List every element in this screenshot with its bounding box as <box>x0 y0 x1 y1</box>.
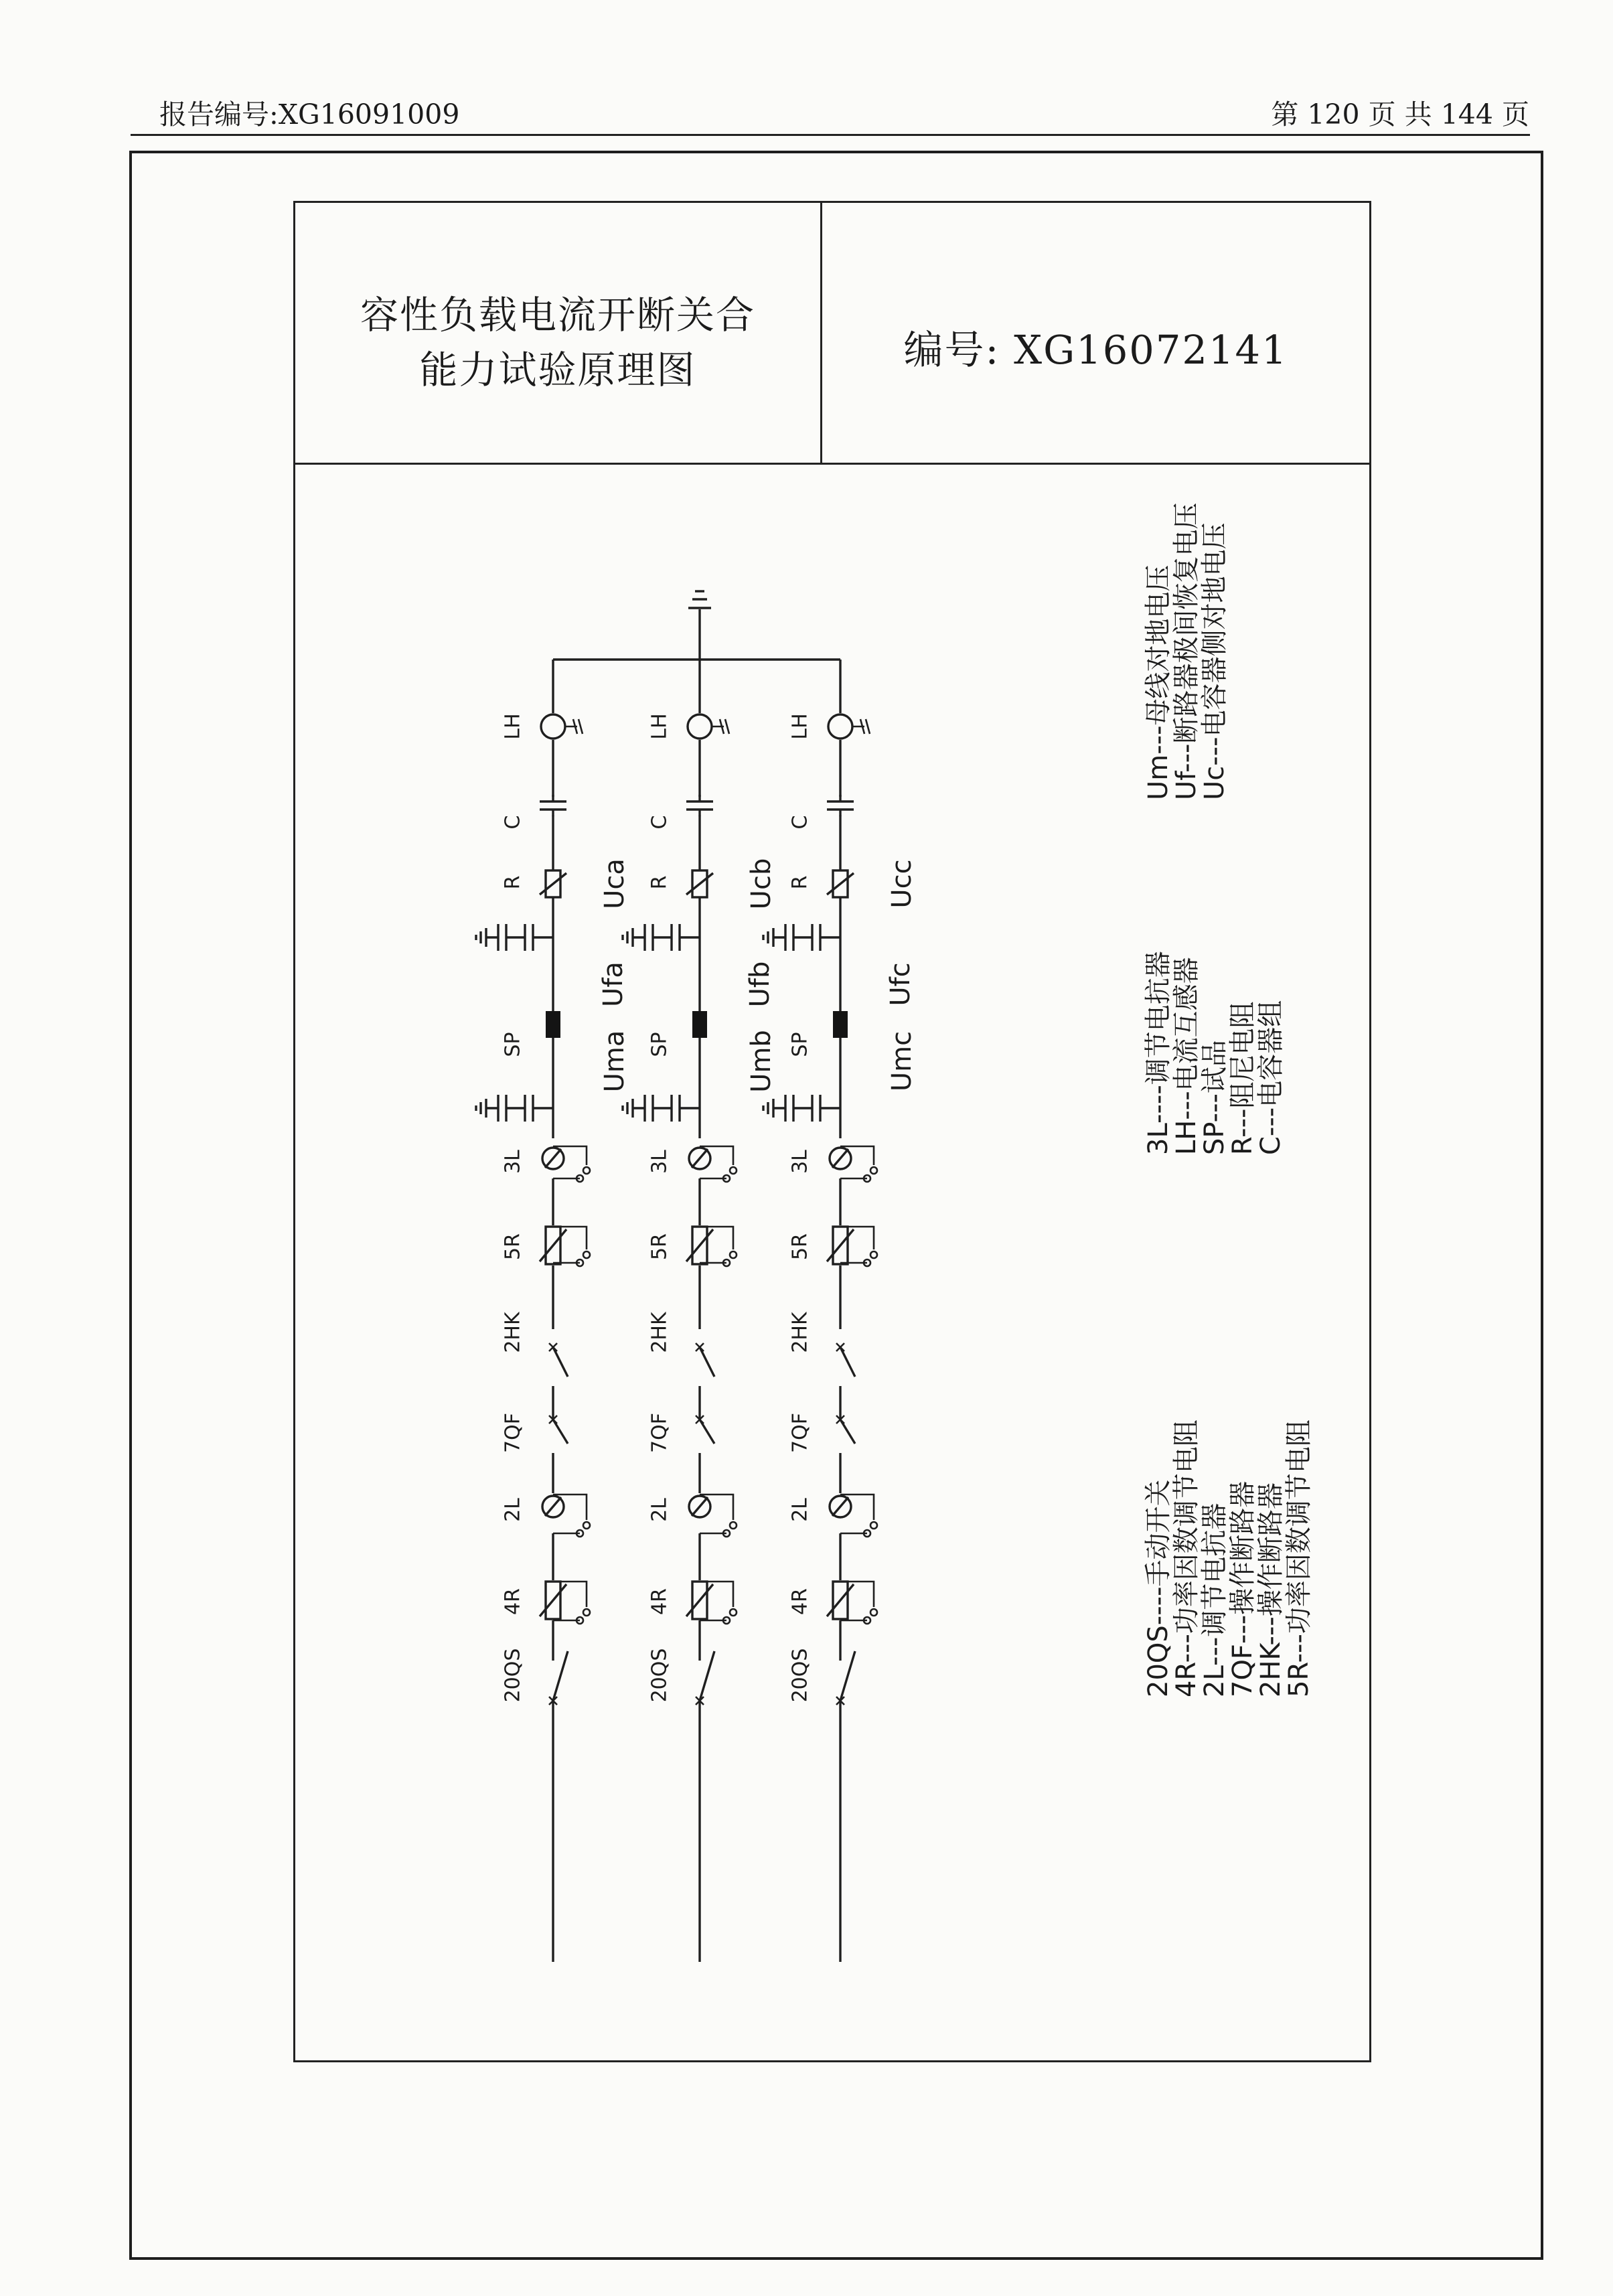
breaker-7qf-icon <box>696 1415 714 1444</box>
label-4r-3: 4R <box>788 1588 812 1615</box>
current-transformer-icon <box>688 714 729 739</box>
label-5r-2: 5R <box>647 1233 672 1260</box>
resistor-4r-icon <box>540 1582 590 1624</box>
phase-2-branch <box>623 660 777 1962</box>
legend <box>1143 503 1314 1697</box>
legend-component-b-2: 4R---功率因数调节电阻 <box>1171 1420 1202 1697</box>
capacitor-bank-icon <box>827 795 854 816</box>
legend-component-b-1: 20QS----手动开关 <box>1143 1479 1174 1697</box>
uc-label-1: Uca <box>599 858 630 909</box>
label-r-1: R <box>501 875 525 890</box>
label-7qf-2: 7QF <box>647 1413 672 1453</box>
switch-20qs-icon <box>836 1651 855 1705</box>
legend-component-b-5: 2HK---操作断路器 <box>1255 1482 1286 1697</box>
reactor-2l-icon <box>542 1495 590 1537</box>
label-sp-2: SP <box>647 1032 672 1057</box>
legend-component-b-6: 5R---功率因数调节电阻 <box>1284 1420 1314 1697</box>
label-5r-1: 5R <box>501 1233 525 1260</box>
breaker-2hk-icon <box>549 1343 568 1377</box>
diagram-title-line2: 能力试验原理图 <box>419 348 696 392</box>
current-transformer-icon <box>541 714 583 739</box>
damping-resistor-icon <box>540 870 566 897</box>
label-3l-2: 3L <box>647 1150 672 1174</box>
resistor-5r-icon <box>540 1227 590 1266</box>
breaker-7qf-icon <box>836 1415 855 1444</box>
um-label-3: Umc <box>887 1030 917 1092</box>
label-lh-2: LH <box>647 713 672 740</box>
breaker-2hk-icon <box>836 1343 855 1377</box>
label-r-2: R <box>647 875 672 890</box>
switch-20qs-icon <box>549 1651 568 1705</box>
phase-1-branch <box>476 660 630 1962</box>
um-label-1: Uma <box>599 1030 630 1093</box>
label-5r-3: 5R <box>788 1233 812 1260</box>
switch-20qs-icon <box>696 1651 714 1705</box>
page-info: 第 120 页 共 144 页 <box>1271 98 1529 131</box>
label-c-1: C <box>501 815 525 830</box>
uf-label-1: Ufa <box>598 962 629 1007</box>
label-7qf-3: 7QF <box>788 1413 812 1453</box>
um-measure-icon <box>476 1095 553 1122</box>
uc-label-3: Ucc <box>887 859 917 909</box>
reactor-2l-icon <box>689 1495 737 1537</box>
uc-measure-icon <box>763 924 840 951</box>
capacitor-bank-icon <box>540 795 566 816</box>
label-r-3: R <box>788 875 812 890</box>
uc-label-2: Ucb <box>746 858 777 910</box>
label-sp-3: SP <box>788 1032 812 1057</box>
uc-measure-icon <box>476 924 553 951</box>
legend-voltage-3: Uc---电容器侧对地电压 <box>1199 522 1230 800</box>
legend-component-a-3: SP---试品 <box>1199 1040 1230 1155</box>
um-label-2: Umb <box>746 1030 777 1093</box>
test-object-icon <box>692 1011 707 1038</box>
label-2l-2: 2L <box>647 1498 672 1522</box>
label-lh-1: LH <box>501 713 525 740</box>
label-2hk-3: 2HK <box>788 1312 812 1353</box>
label-c-3: C <box>788 815 812 830</box>
label-20qs-1: 20QS <box>501 1648 525 1703</box>
breaker-2hk-icon <box>696 1343 714 1377</box>
ground-symbol <box>688 591 711 660</box>
legend-component-a-4: R---阻尼电阻 <box>1227 1001 1258 1155</box>
legend-component-b-3: 2L---调节电抗器 <box>1199 1503 1230 1697</box>
test-object-icon <box>833 1011 848 1038</box>
label-2hk-1: 2HK <box>501 1312 525 1353</box>
resistor-4r-icon <box>827 1582 877 1624</box>
label-3l-1: 3L <box>501 1150 525 1174</box>
label-4r-2: 4R <box>647 1588 672 1615</box>
label-7qf-1: 7QF <box>501 1413 525 1453</box>
legend-component-b-4: 7QF---操作断路器 <box>1227 1480 1258 1697</box>
current-transformer-icon <box>828 714 870 739</box>
breaker-7qf-icon <box>549 1415 568 1444</box>
label-20qs-3: 20QS <box>788 1648 812 1703</box>
label-2l-1: 2L <box>501 1498 525 1522</box>
drawing-number: 编号: XG16072141 <box>903 327 1288 373</box>
uf-label-2: Ufb <box>745 961 775 1008</box>
label-sp-1: SP <box>501 1032 525 1057</box>
um-measure-icon <box>763 1095 840 1122</box>
resistor-5r-icon <box>827 1227 877 1266</box>
diagram-title-line1: 容性负载电流开断关合 <box>360 293 755 337</box>
reactor-3l-icon <box>830 1146 877 1182</box>
label-lh-3: LH <box>788 713 812 740</box>
phase-3-branch <box>763 660 917 1962</box>
uf-label-3: Ufc <box>885 962 916 1006</box>
label-3l-3: 3L <box>788 1150 812 1174</box>
reactor-3l-icon <box>542 1146 590 1182</box>
reactor-3l-icon <box>689 1146 737 1182</box>
test-object-icon <box>546 1011 560 1038</box>
resistor-4r-icon <box>686 1582 737 1624</box>
um-measure-icon <box>623 1095 700 1122</box>
reactor-2l-icon <box>830 1495 877 1537</box>
legend-voltage-1: Um---母线对地电压 <box>1143 564 1174 800</box>
report-number: 报告编号:XG16091009 <box>159 98 460 131</box>
label-20qs-2: 20QS <box>647 1648 672 1703</box>
label-2hk-2: 2HK <box>647 1312 672 1353</box>
legend-component-a-2: LH---电流互感器 <box>1171 957 1202 1155</box>
label-4r-1: 4R <box>501 1588 525 1615</box>
legend-component-a-1: 3L----调节电抗器 <box>1143 951 1174 1155</box>
uc-measure-icon <box>623 924 700 951</box>
legend-voltage-2: Uf---断路器极间恢复电压 <box>1171 502 1202 800</box>
damping-resistor-icon <box>686 870 713 897</box>
capacitor-bank-icon <box>686 795 713 816</box>
label-c-2: C <box>647 815 672 830</box>
legend-component-a-5: C---电容器组 <box>1255 1000 1286 1155</box>
resistor-5r-icon <box>686 1227 737 1266</box>
damping-resistor-icon <box>827 870 854 897</box>
label-2l-3: 2L <box>788 1498 812 1522</box>
